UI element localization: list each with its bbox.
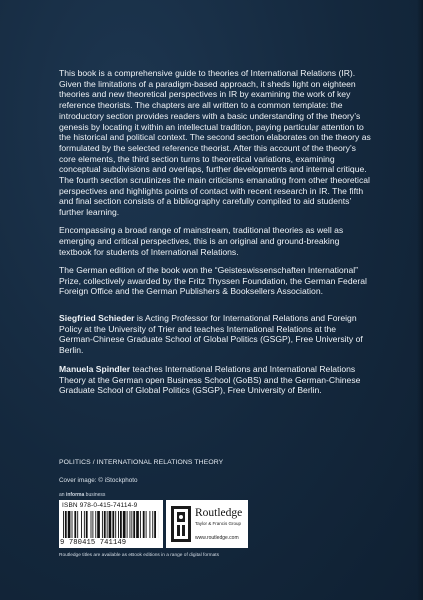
informa-suffix: business	[84, 492, 106, 498]
blurb-paragraph-1: This book is a comprehensive guide to theories of International Relations (IR). Given the limitations of a paradigm-based approach, it sheds light on eighteen theories and new theoretical perspectives in IR by examining the work of key reference theorists. The chapters are all written to a common template: the introductory section provides readers with a basic understanding of the theory’s genesis by locating it within an intellectual tradition, paying particular attention to the historical and political context. The second section elaborates on the theory as formulated by the selected reference theorist. After this account of the theory’s core elements, the third section turns to theoretical variations, examining conceptual subdivisions and overlaps, further developments and internal critique. The fourth section scrutinizes the main criticisms emanating from other theoretical perspectives and highlights points of contact with recent research in IR. The fifth and final section consists of a bibliography carefully compiled to aid students’ further learning.	[59, 68, 371, 218]
barcode-digits: 9 780415 741149	[60, 539, 127, 547]
informa-prefix: an	[59, 492, 66, 498]
author-name-1: Siegfried Schieder	[59, 313, 135, 324]
cover-image-credit: Cover image: © iStockphoto	[59, 477, 138, 484]
barcode-bars	[63, 511, 159, 538]
publisher-group: Taylor & Francis Group	[195, 521, 242, 526]
spine-edge	[417, 0, 423, 600]
author-bio-1	[59, 313, 371, 356]
author-name-2: Manuela Spindler	[59, 363, 131, 374]
publisher-url: www.routledge.com	[195, 535, 239, 541]
author-bio-text-1: is Acting Professor for International Relations and Foreign Policy at the University of Trier and teaches International Relations at the German-Chinese Graduate School of Global Politics (GSGP), Free University of Berlin.	[59, 313, 363, 356]
ebook-availability-note: Routledge titles are available as eBook editions in a range of digital formats	[59, 553, 219, 558]
publisher-logo-box	[166, 500, 248, 548]
isbn-number: ISBN 978-0-415-74114-9	[62, 502, 138, 509]
back-cover-text	[59, 68, 371, 404]
isbn-barcode	[59, 500, 163, 548]
informa-business-label	[59, 492, 105, 498]
blurb-paragraph-3: The German edition of the book won the “Geisteswissenschaften International” Prize, collectively awarded by the Fritz Thyssen Foundation, the German Federal Foreign Office and the German Publishers & Booksellers Association.	[59, 264, 367, 297]
routledge-logo-icon	[171, 506, 191, 542]
subject-category: POLITICS / INTERNATIONAL RELATIONS THEORY	[59, 459, 224, 466]
author-bio-2	[59, 364, 371, 396]
informa-brand: informa	[65, 492, 85, 498]
publisher-name: Routledge	[195, 507, 243, 519]
author-bio-text-2: teaches International Relations and International Relations Theory at the German open Business School (GoBS) and the German-Chinese Graduate School of Global Politics (GSGP), Free University of Berlin.	[59, 363, 361, 396]
blurb-paragraph-2: Encompassing a broad range of mainstream, traditional theories as well as emerging and critical perspectives, this is an original and ground-breaking textbook for students of International Relations.	[59, 225, 344, 257]
